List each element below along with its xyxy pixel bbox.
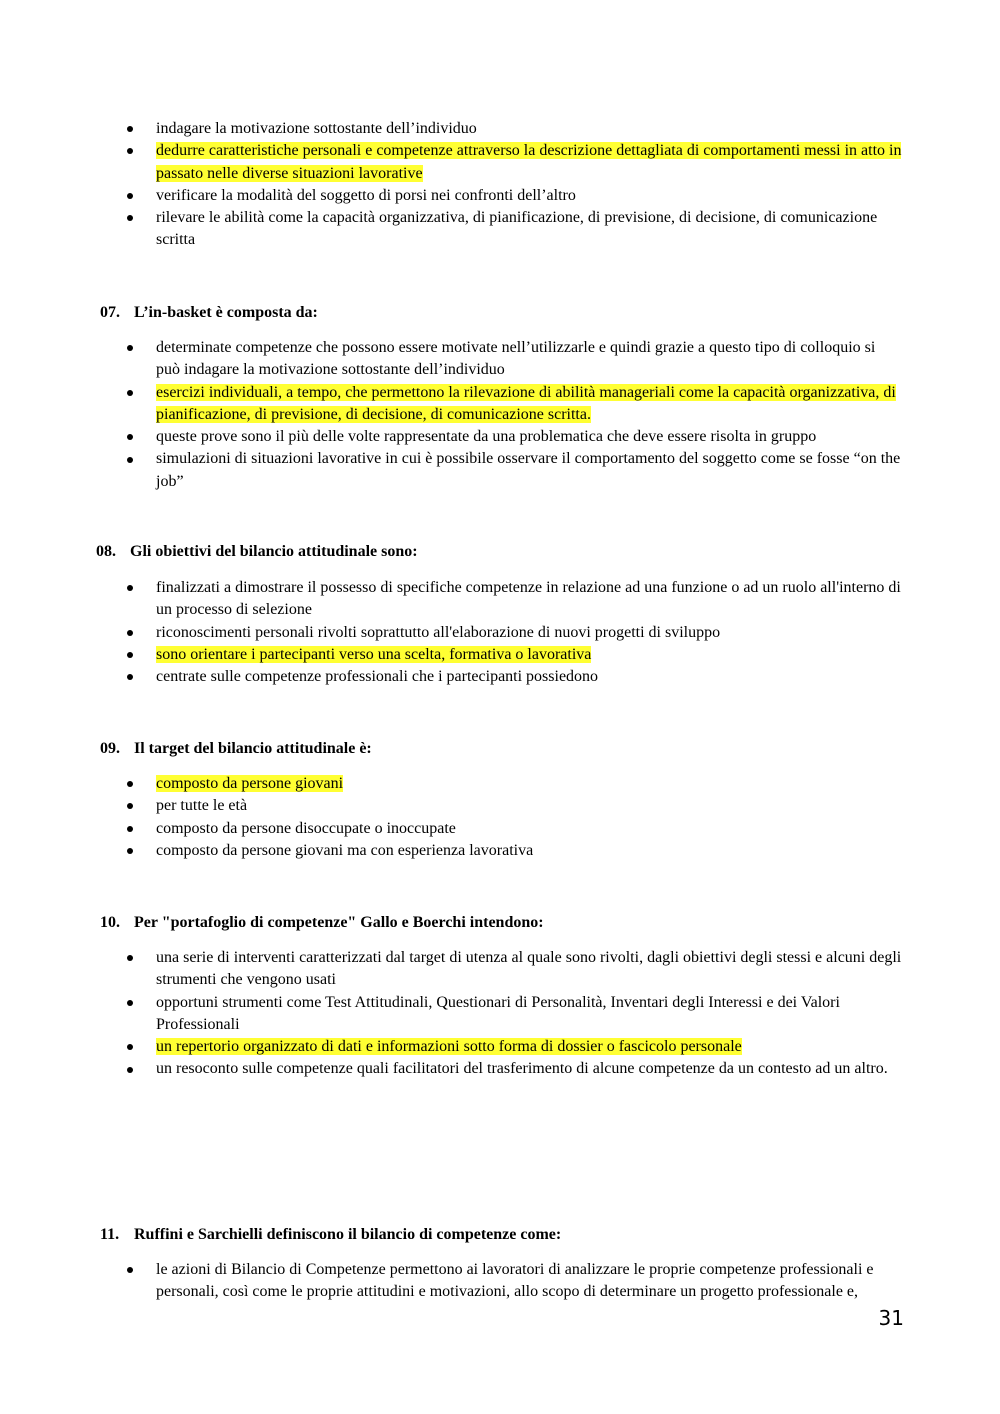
answer-option bbox=[156, 840, 902, 862]
bullet-icon bbox=[126, 140, 134, 162]
bullet-icon bbox=[126, 947, 134, 969]
bullet-icon bbox=[126, 992, 134, 1014]
question-title bbox=[100, 739, 372, 759]
bullet-icon bbox=[126, 185, 134, 207]
question-number: 07. bbox=[100, 304, 120, 321]
question-title bbox=[100, 913, 544, 933]
options-list bbox=[156, 947, 902, 1081]
question-text: Per "portafoglio di competenze" Gallo e Boerchi intendono: bbox=[134, 914, 544, 931]
question-title bbox=[96, 542, 418, 562]
answer-option bbox=[156, 644, 902, 666]
answer-option bbox=[156, 382, 902, 427]
bullet-icon bbox=[126, 1036, 134, 1058]
highlighted-answer-text: un repertorio organizzato di dati e informazioni sotto forma di dossier o fascicolo personale bbox=[156, 1038, 742, 1056]
answer-text: per tutte le età bbox=[156, 797, 248, 815]
answer-option bbox=[156, 818, 902, 840]
answer-option bbox=[156, 426, 902, 448]
question-text: Il target del bilancio attitudinale è: bbox=[134, 740, 372, 757]
answer-option bbox=[156, 1058, 902, 1080]
bullet-icon bbox=[126, 1058, 134, 1080]
bullet-icon bbox=[126, 1259, 134, 1281]
bullet-icon bbox=[126, 644, 134, 666]
answer-text: una serie di interventi caratterizzati dal target di utenza al quale sono rivolti, dagli obiettivi degli stessi e alcuni degli strumenti che vengono usati bbox=[156, 949, 902, 989]
question-text: Ruffini e Sarchielli definiscono il bilancio di competenze come: bbox=[134, 1226, 562, 1243]
answer-text: determinate competenze che possono essere motivate nell’utilizzarle e quindi grazie a questo tipo di colloquio si può indagare la motivazione sottostante dell’individuo bbox=[156, 339, 876, 379]
options-list bbox=[156, 337, 902, 493]
bullet-icon bbox=[126, 426, 134, 448]
question-number: 09. bbox=[100, 740, 120, 757]
answer-option bbox=[156, 577, 902, 622]
bullet-icon bbox=[126, 337, 134, 359]
question-text: Gli obiettivi del bilancio attitudinale sono: bbox=[130, 543, 418, 560]
answer-text: finalizzati a dimostrare il possesso di specifiche competenze in relazione ad una funzione o ad un ruolo all'interno di un processo di selezione bbox=[156, 579, 901, 619]
options-list bbox=[156, 577, 902, 688]
highlighted-answer-text: composto da persone giovani bbox=[156, 775, 344, 792]
question-text: L’in-basket è composta da: bbox=[134, 304, 318, 321]
question-title bbox=[100, 1225, 561, 1245]
question-title bbox=[100, 303, 318, 323]
answer-text: verificare la modalità del soggetto di porsi nei confronti dell’altro bbox=[156, 186, 576, 204]
highlighted-answer-text: sono orientare i partecipanti verso una scelta, formativa o lavorativa bbox=[156, 645, 592, 663]
bullet-icon bbox=[126, 818, 134, 840]
bullet-icon bbox=[126, 773, 134, 795]
answer-option bbox=[156, 992, 902, 1037]
answer-text: riconoscimenti personali rivolti soprattutto all'elaborazione di nuovi progetti di sviluppo bbox=[156, 623, 721, 641]
answer-text: le azioni di Bilancio di Competenze permettono ai lavoratori di analizzare le proprie competenze professionali e personali, così come le proprie attitudini e motivazioni, allo scopo di determinare un progetto professionale e, bbox=[156, 1261, 874, 1301]
answer-option bbox=[156, 795, 902, 817]
bullet-icon bbox=[126, 840, 134, 862]
question-number: 10. bbox=[100, 914, 120, 931]
answer-option bbox=[156, 1259, 902, 1304]
question-number: 11. bbox=[100, 1226, 120, 1243]
answer-option bbox=[156, 448, 902, 493]
options-list bbox=[156, 1259, 902, 1304]
answer-text: composto da persone giovani ma con esperienza lavorativa bbox=[156, 841, 534, 859]
question-number: 08. bbox=[96, 543, 116, 560]
options-list bbox=[156, 773, 902, 862]
answer-option bbox=[156, 947, 902, 992]
answer-text: indagare la motivazione sottostante dell’individuo bbox=[156, 120, 477, 137]
answer-option bbox=[156, 1036, 902, 1058]
answer-option bbox=[156, 140, 902, 185]
bullet-icon bbox=[126, 118, 134, 140]
answer-text: opportuni strumenti come Test Attitudinali, Questionari di Personalità, Inventari degli Interessi e dei Valori Professionali bbox=[156, 993, 840, 1033]
answer-text: centrate sulle competenze professionali che i partecipanti possiedono bbox=[156, 668, 599, 686]
answer-option bbox=[156, 118, 902, 140]
answer-text: composto da persone disoccupate o inoccupate bbox=[156, 819, 456, 837]
intro-options-list bbox=[156, 118, 902, 252]
answer-text: queste prove sono il più delle volte rappresentate da una problematica che deve essere risolta in gruppo bbox=[156, 428, 817, 446]
answer-option bbox=[156, 622, 902, 644]
answer-option bbox=[156, 666, 902, 688]
bullet-icon bbox=[126, 448, 134, 470]
answer-option bbox=[156, 337, 902, 382]
answer-option bbox=[156, 207, 902, 252]
bullet-icon bbox=[126, 666, 134, 688]
bullet-icon bbox=[126, 382, 134, 404]
page-number: 31 bbox=[878, 1306, 904, 1330]
answer-text: rilevare le abilità come la capacità organizzativa, di pianificazione, di previsione, di decisione, di comunicazione scritta bbox=[156, 209, 878, 249]
answer-text: simulazioni di situazioni lavorative in cui è possibile osservare il comportamento del soggetto come se fosse “on the job” bbox=[156, 450, 901, 490]
bullet-icon bbox=[126, 795, 134, 817]
bullet-icon bbox=[126, 207, 134, 229]
highlighted-answer-text: esercizi individuali, a tempo, che permettono la rilevazione di abilità manageriali come la capacità organizzativa, di pianificazione, di previsione, di decisione, di comunicazione scritta. bbox=[156, 383, 896, 423]
answer-option bbox=[156, 773, 902, 795]
highlighted-answer-text: dedurre caratteristiche personali e competenze attraverso la descrizione dettagliata di comportamenti messi in atto in passato nelle diverse situazioni lavorative bbox=[156, 142, 902, 182]
answer-text: un resoconto sulle competenze quali facilitatori del trasferimento di alcune competenze da un contesto ad un altro. bbox=[156, 1060, 888, 1078]
answer-option bbox=[156, 185, 902, 207]
bullet-icon bbox=[126, 577, 134, 599]
bullet-icon bbox=[126, 622, 134, 644]
